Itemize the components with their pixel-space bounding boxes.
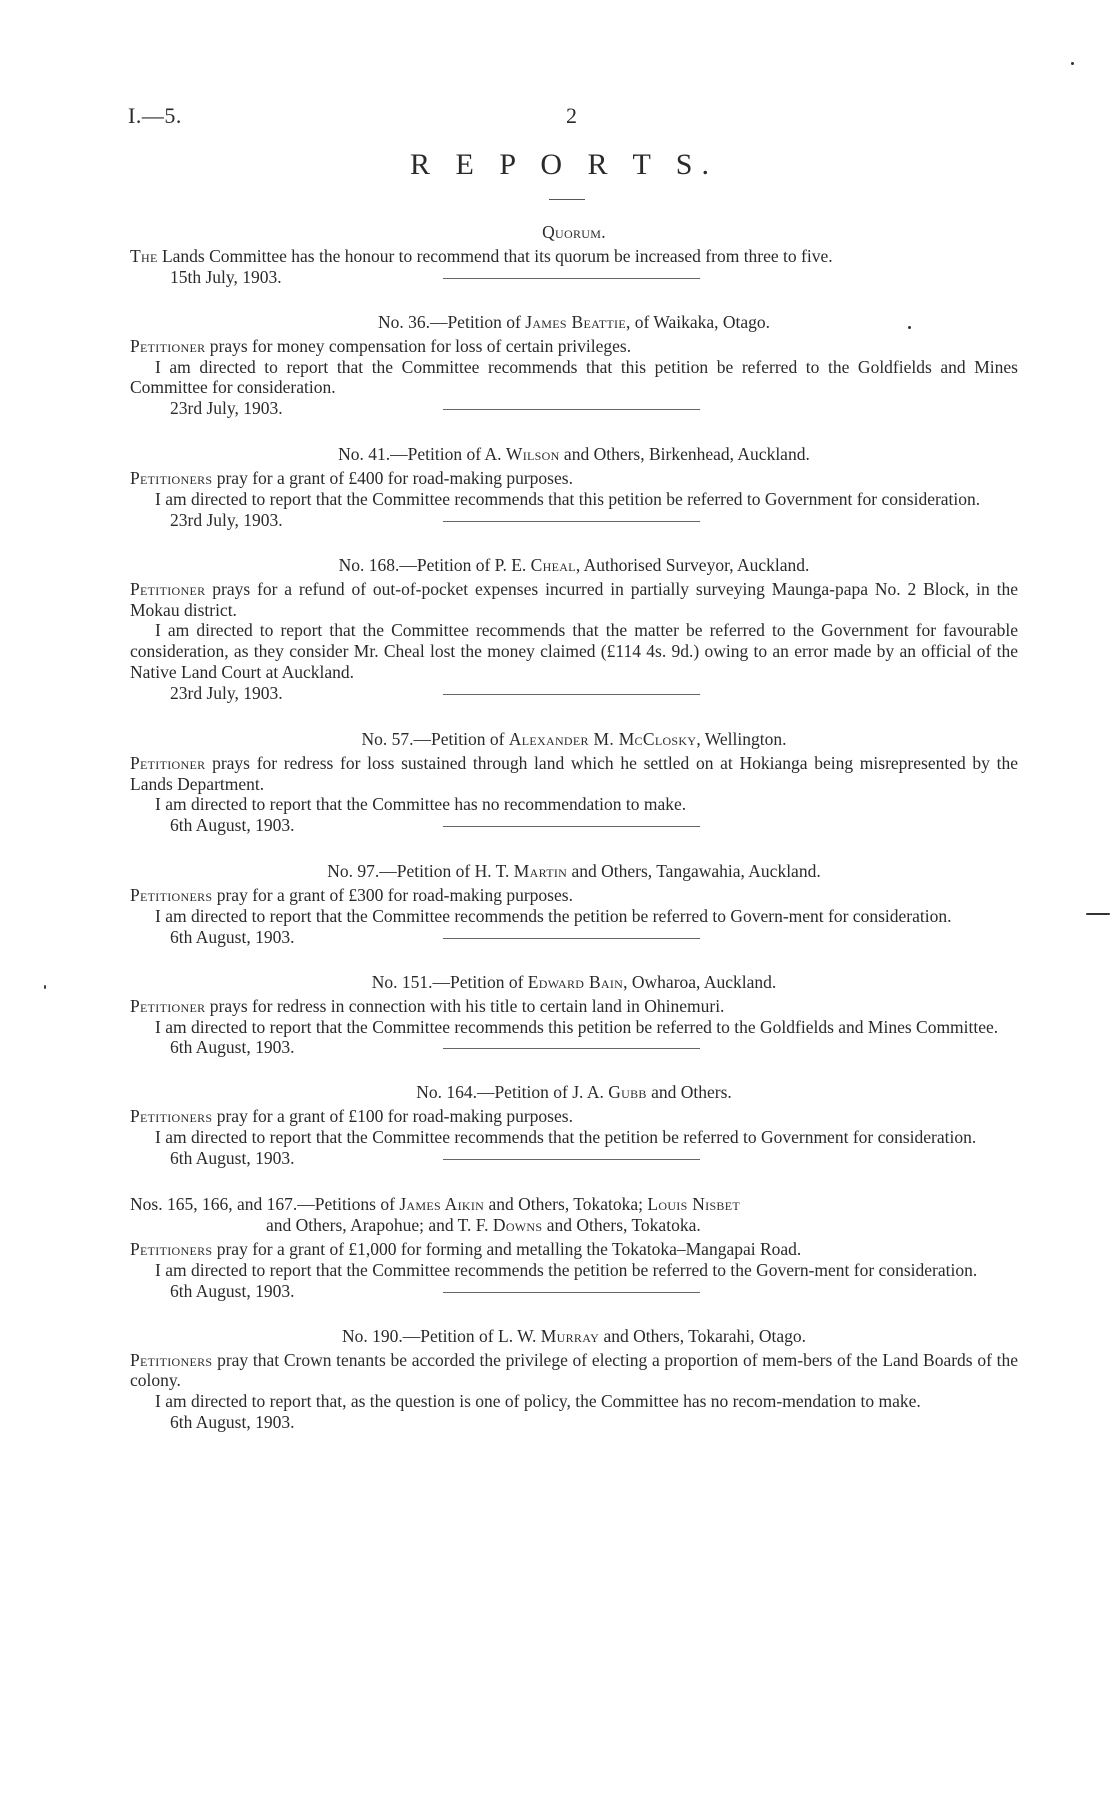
paragraph-lead: Petitioner [130, 335, 206, 356]
heading-name: Wilson [505, 444, 560, 465]
section-divider [443, 1292, 700, 1293]
report-date-row [130, 927, 1018, 948]
report-paragraph [130, 996, 1018, 1017]
report-date: 23rd July, 1903. [170, 509, 283, 530]
report-petition-97 [130, 861, 1018, 948]
report-date: 6th August, 1903. [170, 815, 295, 836]
margin-mark [1086, 913, 1110, 915]
report-date-row [130, 1281, 1018, 1302]
scan-speck [1071, 62, 1074, 65]
heading-text: and Others, Arapohue; and T. F. [266, 1214, 493, 1235]
heading-prefix: No. 57.—Petition of [361, 728, 509, 749]
section-heading [130, 555, 1018, 576]
section-divider [443, 1159, 700, 1160]
heading-prefix: No. 164.—Petition of J. A. [416, 1082, 609, 1103]
paragraph-text: I am directed to report that the Committee recommends that this petition be referred to the Goldfields and Mines Committee for consideration. [130, 356, 1018, 398]
report-petition-190 [130, 1326, 1018, 1433]
section-divider [443, 521, 700, 522]
heading-name: James Beattie [525, 311, 626, 332]
report-paragraph [130, 336, 1018, 357]
paragraph-text: prays for money compensation for loss of certain privileges. [205, 335, 632, 356]
paragraph-lead: Petitioners [130, 1106, 213, 1127]
section-divider [443, 938, 700, 939]
report-petitions-165-167 [130, 1194, 1018, 1302]
report-paragraph [130, 1017, 1018, 1038]
paragraph-text: I am directed to report that the Committee recommends the petition be referred to the Govern-ment for consideration. [155, 1259, 978, 1280]
report-petition-41 [130, 444, 1018, 531]
report-date: 15th July, 1903. [170, 266, 282, 287]
heading-suffix: , Authorised Surveyor, Auckland. [575, 554, 810, 575]
report-paragraph [130, 753, 1018, 795]
heading-prefix: No. 36.—Petition of [377, 311, 526, 332]
heading-suffix: and Others, Tokarahi, Otago. [599, 1325, 807, 1346]
heading-prefix: No. 168.—Petition of P. E. [338, 554, 531, 575]
report-date-row [130, 398, 1018, 419]
heading-suffix: , Owharoa, Auckland. [623, 971, 777, 992]
section-heading [130, 1326, 1018, 1347]
report-petition-57 [130, 729, 1018, 836]
report-paragraph [130, 1239, 1018, 1260]
paragraph-lead: Petitioner [130, 752, 206, 773]
paragraph-text: prays for redress for loss sustained through land which he settled on at Hokianga being misrepresented by the Lands Department. [130, 752, 1018, 794]
heading-suffix: and Others, Tangawahia, Auckland. [567, 861, 821, 882]
report-date-row [130, 1412, 1018, 1433]
section-divider [443, 278, 700, 279]
section-divider [443, 409, 700, 410]
paragraph-text: pray for a grant of £100 for road-making purposes. [212, 1106, 573, 1127]
heading-name: Louis Nisbet [647, 1193, 740, 1214]
heading-name: Downs [492, 1214, 543, 1235]
paragraph-text: I am directed to report that the Committee recommends this petition be referred to the Goldfields and Mines Committee. [155, 1016, 999, 1037]
report-paragraph [130, 1391, 1018, 1412]
page-title: R E P O R T S. [409, 148, 718, 181]
paragraph-lead: Petitioner [130, 578, 206, 599]
paragraph-lead: The [130, 246, 158, 266]
heading-prefix: No. 97.—Petition of H. T. [327, 861, 514, 882]
report-paragraph [130, 468, 1018, 489]
paragraph-text: pray for a grant of £300 for road-making purposes. [212, 885, 573, 906]
page-code: I.—5. [128, 103, 182, 128]
heading-name: Cheal [530, 554, 576, 575]
paragraph-text: prays for redress in connection with his title to certain land in Ohinemuri. [205, 995, 725, 1016]
scan-speck [44, 985, 46, 989]
heading-suffix: and Others. [646, 1082, 732, 1103]
report-date: 6th August, 1903. [170, 1280, 295, 1301]
report-date-row [130, 1148, 1018, 1169]
heading-name: Gubb [608, 1082, 647, 1103]
report-paragraph [130, 1350, 1018, 1392]
paragraph-text: I am directed to report that the Committee recommends that the petition be referred to Government for consideration. [155, 1127, 977, 1148]
report-petition-168 [130, 555, 1018, 704]
report-petition-151 [130, 972, 1018, 1059]
report-petition-164 [130, 1082, 1018, 1169]
report-date: 6th August, 1903. [170, 1411, 295, 1432]
report-paragraph [130, 1106, 1018, 1127]
heading-suffix: and Others, Birkenhead, Auckland. [559, 444, 810, 465]
report-date: 6th August, 1903. [170, 1037, 295, 1058]
paragraph-lead: Petitioners [130, 885, 213, 906]
report-date-row [130, 267, 1018, 288]
section-heading [130, 972, 1018, 993]
report-paragraph [130, 579, 1018, 621]
heading-prefix: No. 41.—Petition of A. [338, 444, 506, 465]
paragraph-lead: Petitioner [130, 995, 206, 1016]
section-divider [443, 826, 700, 827]
report-paragraph [130, 357, 1018, 399]
section-heading [130, 222, 1018, 243]
paragraph-text: pray for a grant of £400 for road-making purposes. [212, 468, 573, 489]
report-paragraph [130, 885, 1018, 906]
heading-suffix: and Others, Tokatoka. [542, 1214, 701, 1235]
paragraph-text: I am directed to report that, as the question is one of policy, the Committee has no recom-mendation to make. [155, 1391, 921, 1412]
report-date-row [130, 510, 1018, 531]
report-paragraph [130, 906, 1018, 927]
report-date: 6th August, 1903. [170, 926, 295, 947]
section-heading [130, 729, 1018, 750]
report-date: 6th August, 1903. [170, 1147, 295, 1168]
paragraph-text: prays for a refund of out-of-pocket expenses incurred in partially surveying Maunga-papa No. 2 Block, in the Mokau district. [130, 578, 1018, 620]
heading-name: Martin [513, 861, 568, 882]
report-date: 23rd July, 1903. [170, 398, 283, 419]
paragraph-text: Lands Committee has the honour to recommend that its quorum be increased from three to five. [157, 246, 833, 266]
report-quorum [130, 222, 1018, 288]
report-paragraph [130, 1127, 1018, 1148]
report-date-row [130, 1037, 1018, 1058]
heading-name: Edward Bain [527, 971, 624, 992]
report-petition-36 [130, 312, 1018, 419]
heading-line-2 [130, 1215, 1018, 1236]
section-divider [443, 1048, 700, 1049]
reports-body [130, 222, 1018, 1433]
paragraph-text: I am directed to report that the Committee recommends that this petition be referred to Government for consideration. [155, 488, 981, 509]
heading-suffix: , Wellington. [696, 728, 787, 749]
section-heading [130, 1082, 1018, 1103]
paragraph-text: pray for a grant of £1,000 for forming and metalling the Tokatoka–Mangapai Road. [212, 1238, 802, 1259]
heading-prefix: No. 151.—Petition of [371, 971, 528, 992]
report-paragraph [130, 794, 1018, 815]
section-divider [443, 694, 700, 695]
report-paragraph [130, 1260, 1018, 1281]
heading-prefix: No. 190.—Petition of L. W. [341, 1325, 541, 1346]
report-date-row [130, 815, 1018, 836]
heading-name: Murray [540, 1325, 600, 1346]
section-heading [130, 1194, 1018, 1236]
section-heading [130, 444, 1018, 465]
heading-name: James Aikin [399, 1193, 485, 1214]
report-date: 23rd July, 1903. [170, 682, 283, 703]
section-heading [130, 312, 1018, 333]
report-date-row [130, 683, 1018, 704]
heading-name: Alexander M. McClosky [508, 728, 697, 749]
report-paragraph [130, 489, 1018, 510]
scan-speck [908, 326, 911, 329]
paragraph-text: I am directed to report that the Committee recommends that the matter be referred to the Government for favourable consideration, as they consider Mr. Cheal lost the money claimed (£114 4s. 9d.) owing to an error made by an official of the Native Land Court at Auckland. [130, 620, 1018, 682]
report-paragraph [130, 620, 1018, 682]
heading-suffix: , of Waikaka, Otago. [625, 311, 771, 332]
paragraph-text: I am directed to report that the Committee recommends the petition be referred to Govern-ment for consideration. [155, 905, 952, 926]
paragraph-lead: Petitioners [130, 1349, 213, 1370]
paragraph-text: I am directed to report that the Committee has no recommendation to make. [155, 794, 687, 815]
heading-name: Quorum. [542, 222, 606, 242]
heading-prefix: Nos. 165, 166, and 167.—Petitions of [130, 1193, 400, 1214]
paragraph-text: pray that Crown tenants be accorded the privilege of electing a proportion of mem-bers of the Land Boards of the colony. [130, 1349, 1018, 1391]
heading-text: and Others, Tokatoka; [484, 1193, 648, 1214]
paragraph-lead: Petitioners [130, 468, 213, 489]
section-heading [130, 861, 1018, 882]
report-paragraph [130, 246, 1018, 267]
page-number: 2 [566, 103, 577, 128]
title-rule [549, 199, 585, 200]
paragraph-lead: Petitioners [130, 1238, 213, 1259]
